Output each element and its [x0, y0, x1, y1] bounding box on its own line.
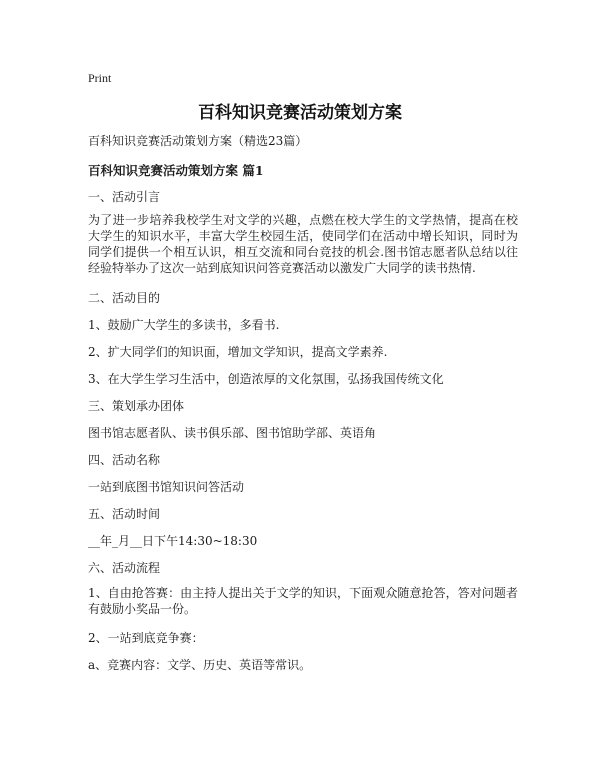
print-label[interactable]: Print: [88, 71, 112, 85]
section-title: 百科知识竞赛活动策划方案 篇1: [88, 163, 264, 178]
process-item-2a: a、竞赛内容：文学、历史、英语等常识。: [88, 658, 312, 672]
page-title: 百科知识竞赛活动策划方案: [198, 103, 402, 123]
heading-activity-process: 六、活动流程: [88, 561, 161, 575]
heading-activity-name: 四、活动名称: [88, 453, 161, 467]
purpose-item-2: 2、扩大同学们的知识面，增加文学知识，提高文学素养.: [88, 345, 388, 359]
process-item-1: 1、自由抢答赛：由主持人提出关于文学的知识，下面观众随意抢答，答对问题者有鼓励小奖品一份。: [88, 586, 518, 616]
heading-organizers: 三、策划承办团体: [88, 399, 185, 413]
document-subtitle: 百科知识竞赛活动策划方案（精选23篇）: [88, 134, 308, 148]
heading-activity-purpose: 二、活动目的: [88, 291, 161, 305]
paragraph-intro: 为了进一步培养我校学生对文学的兴趣，点燃在校大学生的文学热情，提高在校大学生的知识水平，丰富大学生校园生活，使同学们在活动中增长知识，同时为同学们提供一个相互认识，相互交流和同台竞技的机会.图书馆志愿者队总结以往经验特举办了这次一站到底知识问答竞赛活动以激发广大同学的读书热情.: [88, 213, 518, 275]
activity-name: 一站到底图书馆知识问答活动: [88, 480, 245, 494]
purpose-item-1: 1、鼓励广大学生的多读书，多看书.: [88, 318, 280, 332]
purpose-item-3: 3、在大学生学习生活中，创造浓厚的文化氛围，弘扬我国传统文化: [88, 372, 444, 386]
organizers-list: 图书馆志愿者队、读书俱乐部、图书馆助学部、英语角: [88, 426, 377, 440]
process-item-2: 2、一站到底竞争赛：: [88, 631, 204, 645]
activity-time: __年_月__日下午14:30~18:30: [88, 534, 258, 548]
heading-activity-time: 五、活动时间: [88, 507, 161, 521]
heading-activity-intro: 一、活动引言: [88, 190, 161, 204]
